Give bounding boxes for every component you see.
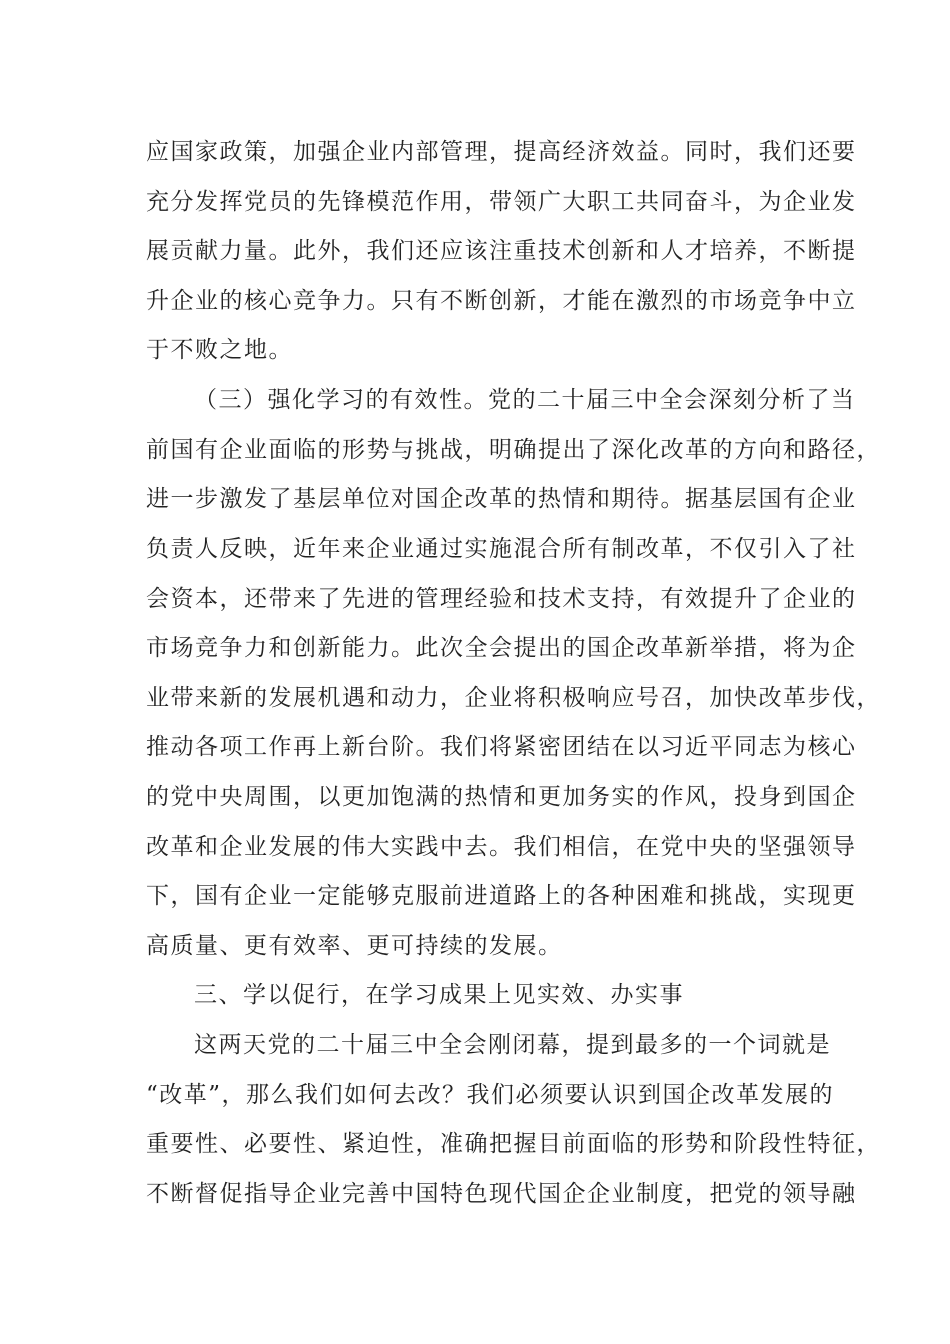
text-line: 市场竞争力和创新能力。此次全会提出的国企改革新举措，将为企 (146, 635, 857, 661)
text-line: 应国家政策，加强企业内部管理，提高经济效益。同时，我们还要 (146, 139, 857, 165)
text-line: 会资本，还带来了先进的管理经验和技术支持，有效提升了企业的 (146, 586, 857, 612)
text-line: 于不败之地。 (146, 337, 293, 363)
paragraph-start: 这两天党的二十届三中全会刚闭幕，提到最多的一个词就是 (194, 1032, 831, 1058)
section-heading: （三）强化学习的有效性。党的二十届三中全会深刻分析了当 (194, 387, 856, 413)
text-line: 充分发挥党员的先锋模范作用，带领广大职工共同奋斗，为企业发 (146, 189, 857, 215)
text-line: 负责人反映，近年来企业通过实施混合所有制改革，不仅引入了社 (146, 536, 857, 562)
text-line: “改革”，那么我们如何去改？我们必须要认识到国企改革发展的 (146, 1082, 835, 1108)
text-line: 不断督促指导企业完善中国特色现代国企企业制度，把党的领导融 (146, 1181, 857, 1207)
text-line: 展贡献力量。此外，我们还应该注重技术创新和人才培养，不断提 (146, 238, 857, 264)
text-line: 改革和企业发展的伟大实践中去。我们相信，在党中央的坚强领导 (146, 834, 857, 860)
text-line: 升企业的核心竞争力。只有不断创新，才能在激烈的市场竞争中立 (146, 288, 857, 314)
text-line: 高质量、更有效率、更可持续的发展。 (146, 933, 563, 959)
text-line: 推动各项工作再上新台阶。我们将紧密团结在以习近平同志为核心 (146, 734, 857, 760)
text-line: 进一步激发了基层单位对国企改革的热情和期待。据基层国有企业 (146, 486, 857, 512)
text-line: 业带来新的发展机遇和动力，企业将积极响应号召，加快改革步伐， (146, 685, 881, 711)
text-line: 重要性、必要性、紧迫性，准确把握目前面临的形势和阶段性特征， (146, 1131, 881, 1157)
text-line: 前国有企业面临的形势与挑战，明确提出了深化改革的方向和路径， (146, 437, 881, 463)
section-heading: 三、学以促行，在学习成果上见实效、办实事 (194, 982, 684, 1008)
text-line: 下，国有企业一定能够克服前进道路上的各种困难和挑战，实现更 (146, 883, 857, 909)
text-line: 的党中央周围，以更加饱满的热情和更加务实的作风，投身到国企 (146, 784, 857, 810)
